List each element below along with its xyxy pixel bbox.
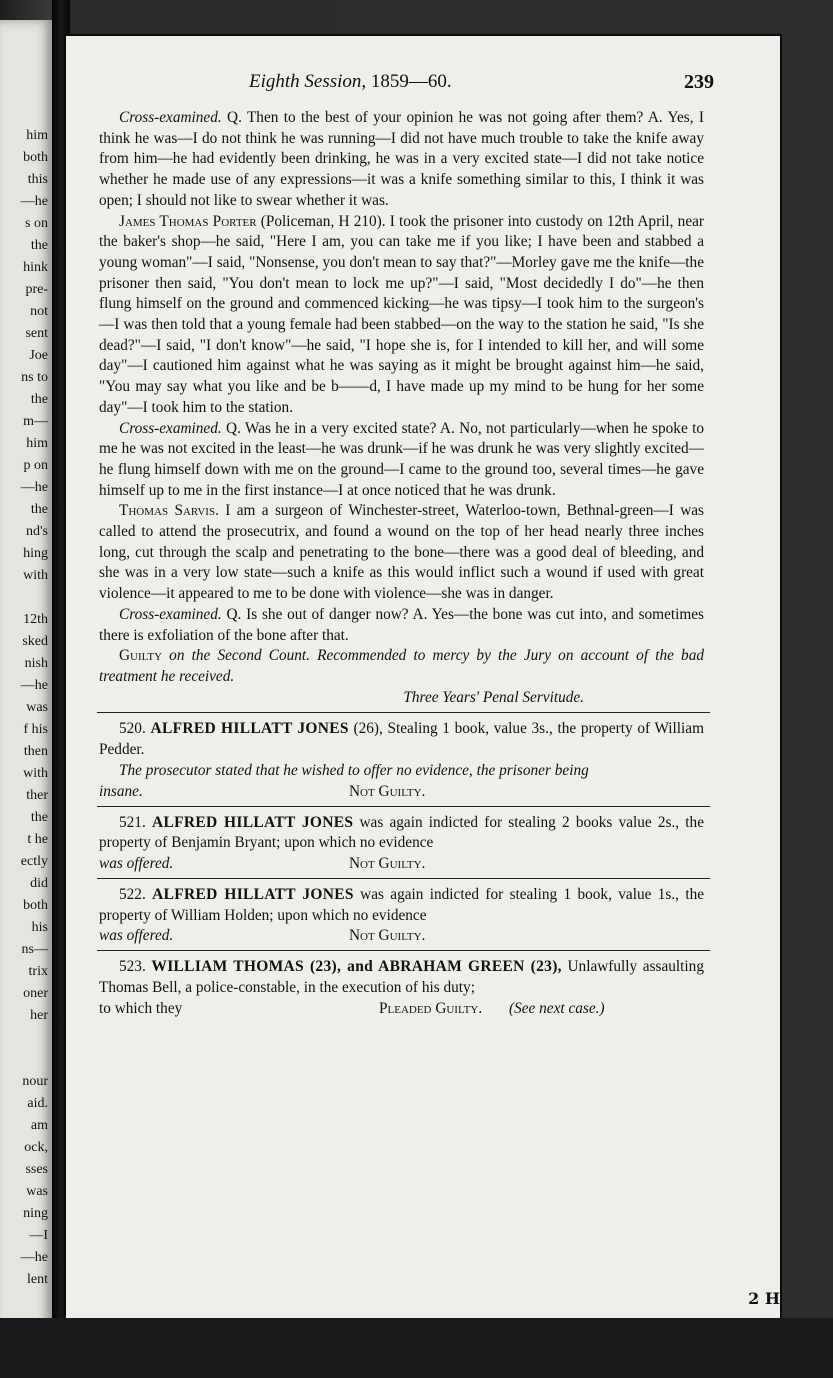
cross-reference: (See next case.) — [509, 999, 605, 1017]
page-number: 239 — [684, 71, 714, 93]
facing-page-fragment: Joe — [29, 348, 48, 363]
facing-page-fragment: trix — [28, 964, 48, 979]
verdict-line — [99, 854, 704, 874]
facing-page-fragment: this — [27, 172, 48, 187]
facing-page-fragment: did — [30, 876, 48, 891]
sentence: Three Years' Penal Servitude. — [403, 688, 584, 706]
facing-page-fragment: the — [30, 502, 48, 517]
defendant-name: WILLIAM THOMAS (23), and ABRAHAM GREEN (23), — [151, 958, 562, 976]
verdict-line — [99, 782, 704, 802]
defendant-name: ALFRED HILLATT JONES — [152, 885, 354, 903]
page-content — [99, 71, 714, 1019]
case-entry — [99, 813, 704, 874]
verdict: Not Guilty. — [349, 854, 426, 872]
facing-page-fragment: am — [30, 1118, 48, 1133]
defendant-name: ALFRED HILLATT JONES — [151, 813, 354, 831]
facing-page-edge — [0, 20, 52, 1350]
closing-text: to which they — [99, 999, 183, 1017]
facing-page-fragment: ock, — [24, 1140, 48, 1155]
facing-page-fragment: ns to — [21, 370, 48, 385]
facing-page-fragment: sked — [22, 634, 48, 649]
facing-page-fragment: was — [26, 1184, 48, 1199]
testimony-paragraph — [99, 646, 704, 687]
paragraph-lead: Guilty — [119, 647, 163, 665]
facing-page-fragment: s on — [25, 216, 48, 231]
closing-text: insane. — [99, 782, 143, 800]
case-entry — [99, 719, 704, 801]
facing-page-fragment: the — [30, 238, 48, 253]
paragraph-text: Q. Was he in a very excited state? A. No, not particularly—when he spoke to me he was not excited in the least—he was drunk—if he was drunk he was very slightly excited—he flung himself down with me on the ground—I came to the ground too, several times—he gave himself up to me in the first instance—I at once noticed that he was drunk. — [99, 419, 704, 499]
testimony — [99, 108, 704, 688]
closing-text: was offered. — [99, 854, 174, 872]
facing-page-fragment: him — [26, 128, 48, 143]
facing-page-fragment: ns— — [21, 942, 48, 957]
facing-page-fragment: was — [26, 700, 48, 715]
verdict: Not Guilty. — [349, 927, 426, 945]
paragraph-text: on the Second Count. Recommended to mercy by the Jury on account of the bad treatment he received. — [99, 647, 704, 685]
facing-page-fragment: oner — [23, 986, 48, 1001]
case-title — [99, 813, 704, 854]
verdict: Not Guilty. — [349, 782, 426, 800]
facing-page-fragment: lent — [27, 1272, 48, 1287]
case-divider — [97, 712, 710, 713]
paragraph-lead: Cross-examined. — [119, 419, 222, 437]
facing-page-fragment: the — [30, 810, 48, 825]
charge-text: (26), Stealing 1 book, value 3s., the property of William Pedder. — [99, 720, 704, 759]
case-closing-line — [99, 999, 704, 1019]
page-header — [99, 71, 714, 102]
testimony-paragraph — [99, 108, 704, 212]
case-title — [99, 885, 704, 926]
case-number: 522. — [119, 885, 153, 903]
testimony-paragraph — [99, 605, 704, 646]
book-page — [66, 36, 780, 1318]
case-entry — [99, 957, 704, 1018]
facing-page-fragment: his — [31, 920, 48, 935]
facing-page-fragment: her — [30, 1008, 48, 1023]
facing-page-fragment: 12th — [23, 612, 48, 627]
case-title — [99, 719, 704, 760]
case-title — [99, 957, 704, 998]
verdict: Pleaded Guilty. — [379, 999, 483, 1017]
facing-page-fragment: him — [26, 436, 48, 451]
facing-page-fragment: both — [23, 898, 48, 913]
facing-page-fragment: nd's — [26, 524, 48, 539]
facing-page-fragment: —he — [20, 1250, 48, 1265]
facing-page-fragment: with — [23, 568, 48, 583]
facing-page-fragment: both — [23, 150, 48, 165]
facing-page-fragment: —he — [20, 194, 48, 209]
facing-page-fragment: pre- — [25, 282, 48, 297]
case-number: 520. — [119, 720, 151, 738]
facing-page-fragment: sent — [25, 326, 48, 341]
closing-text: was offered. — [99, 927, 174, 945]
facing-page-fragment: —he — [20, 480, 48, 495]
facing-page-fragment: f his — [23, 722, 48, 737]
paragraph-text: I am a surgeon of Winchester-street, Waterloo-town, Bethnal-green—I was called to attend the prosecutrix, and found a wound on the top of her head nearly three inches long, cut through the scalp and penetrating to the bone—there was a good deal of bleeding, and she was in a very low state—such a knife as this would inflict such a wound if used with great violence—it appeared to me to be done with violence—she was in danger. — [99, 502, 704, 603]
facing-page-fragment: then — [23, 744, 48, 759]
testimony-paragraph — [99, 212, 704, 419]
running-head: Eighth Session, 1859—60. — [249, 71, 452, 92]
paragraph-lead: Cross-examined. — [119, 109, 222, 126]
facing-page-fragment: p on — [23, 458, 48, 473]
charge-text: was again indicted for stealing 2 books value 2s., the property of Benjamin Bryant; upon which no evidence — [99, 813, 704, 852]
case-divider — [97, 806, 710, 807]
paragraph-lead: Cross-examined. — [119, 605, 222, 623]
page-shadow — [0, 1318, 833, 1378]
charge-text: was again indicted for stealing 1 book, value 1s., the property of William Holden; upon which no evidence — [99, 885, 705, 924]
case-entry — [99, 885, 704, 946]
facing-page-fragment: hing — [23, 546, 48, 561]
case-divider — [97, 878, 710, 879]
verdict-line — [99, 926, 704, 946]
signature-mark: 2 H — [748, 1289, 780, 1308]
facing-page-fragment: nish — [24, 656, 48, 671]
charge-text: Unlawfully assaulting Thomas Bell, a police-constable, in the execution of his duty; — [99, 958, 704, 997]
facing-page-fragment: the — [30, 392, 48, 407]
facing-page-fragment: —I — [29, 1228, 48, 1243]
defendant-name: ALFRED HILLATT JONES — [150, 720, 349, 738]
facing-page-fragment: t he — [27, 832, 48, 847]
facing-page-fragment: aid. — [27, 1096, 48, 1111]
case-divider — [97, 950, 710, 951]
facing-page-fragment: with — [23, 766, 48, 781]
case-note: The prosecutor stated that he wished to offer no evidence, the prisoner being — [119, 761, 589, 779]
case-number: 523. — [119, 958, 152, 976]
case-list — [99, 712, 704, 1018]
paragraph-lead: James Thomas Porter — [119, 212, 257, 230]
facing-page-fragment: ther — [26, 788, 48, 803]
facing-page-fragment: sses — [25, 1162, 48, 1177]
paragraph-lead: Thomas Sarvis. — [119, 502, 219, 520]
facing-page-fragment: nour — [22, 1074, 48, 1089]
facing-page-fragment: not — [30, 304, 48, 319]
paragraph-text: (Policeman, H 210). I took the prisoner into custody on 12th April, near the baker's shop—he said, "Here I am, you can take me if you like; I have been and stabbed a young woman"—I said, "Nonsense, you don't mean to say that?"—Morley gave me the knife—the prisoner then said, "You don't mean to lock me up?"—I said, "Most decidedly I do"—he then flung himself on the ground and commenced kicking—he was tipsy—I took him to the surgeon's—I was then told that a young female had been stabbed—on the way to the station he said, "Is she dead?"—I said, "I don't know"—he said, "I hope she is, for I intended to kill her, and will some day"—I cautioned him against what he was saying as it might be brought against him—he said, "You may say what you like and be b——d, I have made up my mind to be hung for her some day"—I took him to the station. — [99, 212, 704, 416]
paragraph-text: Q. Is she out of danger now? A. Yes—the bone was cut into, and sometimes there is exfoliation of the bone after that. — [99, 605, 704, 644]
facing-page-fragment: m— — [23, 414, 48, 429]
paragraph-text: Q. Then to the best of your opinion he was not going after them? A. Yes, I think he was—I do not think he was running—I did not have much trouble to take the knife away from him—he had evidently been drinking, he was in a very excited state—I did not take notice whether he made use of any expressions—it was a knife something similar to this, I think it was open; I should not like to swear whether it was. — [99, 109, 704, 209]
facing-page-fragment: hink — [23, 260, 48, 275]
testimony-paragraph — [99, 419, 704, 502]
testimony-paragraph — [99, 501, 704, 605]
case-number: 521. — [119, 813, 152, 831]
facing-page-fragment: —he — [20, 678, 48, 693]
facing-page-fragment: ning — [23, 1206, 48, 1221]
facing-page-fragment: ectly — [20, 854, 48, 869]
